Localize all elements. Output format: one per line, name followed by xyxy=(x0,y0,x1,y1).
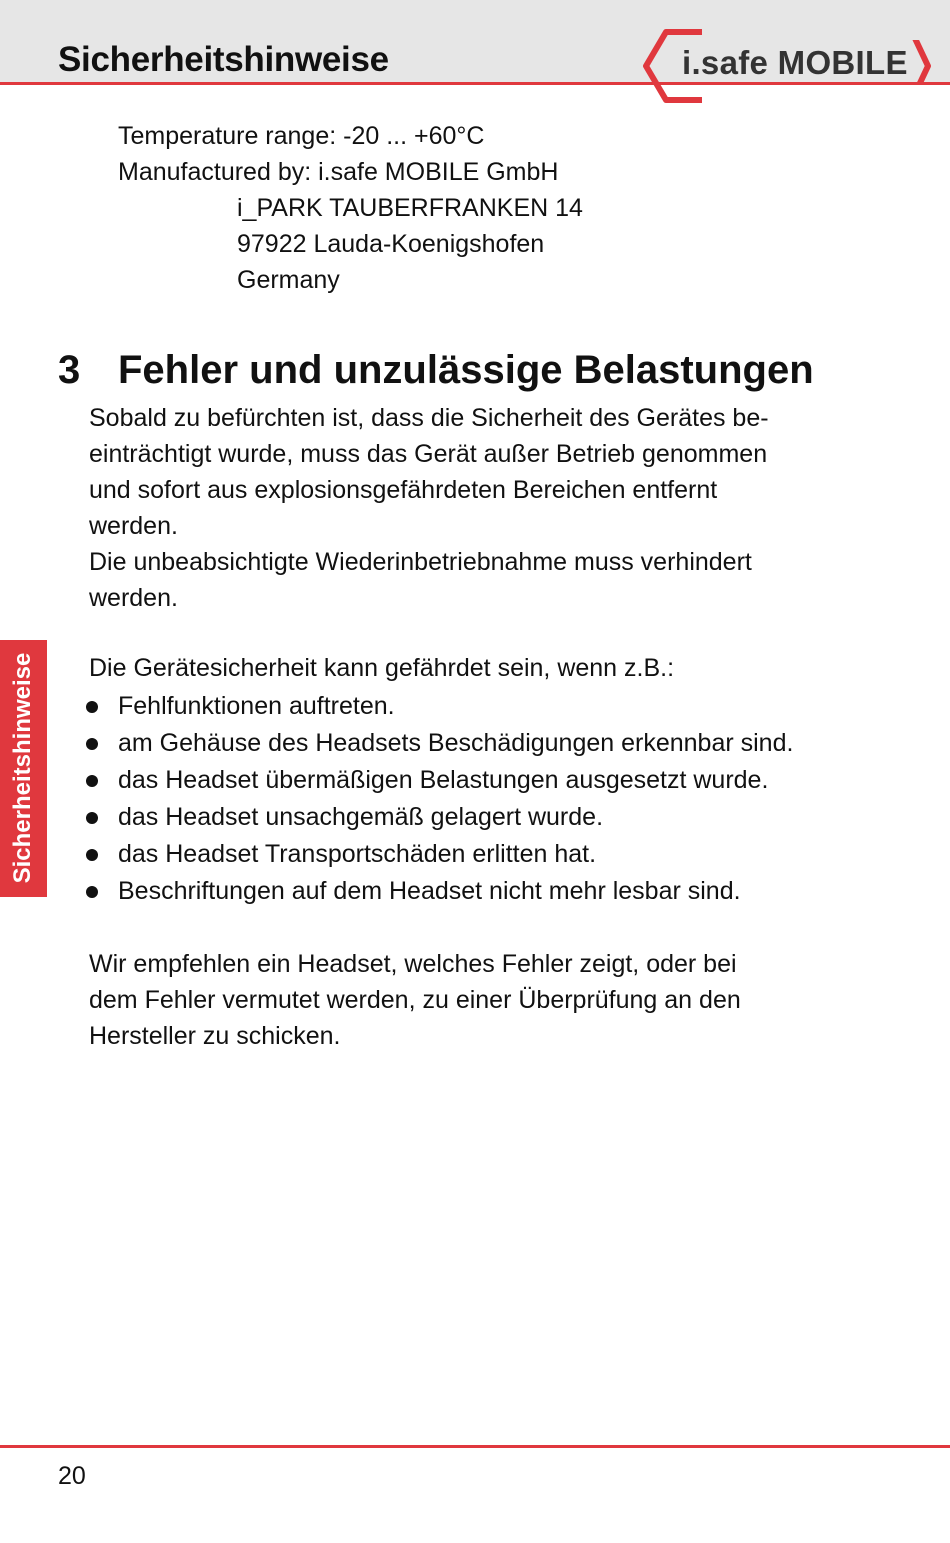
logo-text: i.safe MOBILE xyxy=(682,44,908,81)
paragraph-line: Die unbeabsichtigte Wiederinbetriebnahme muss verhindert xyxy=(89,548,752,576)
bullet-icon xyxy=(86,775,98,787)
paragraph-safety xyxy=(89,400,849,616)
page-number: 20 xyxy=(58,1462,86,1490)
recommendation-paragraph xyxy=(89,946,849,1054)
section-number: 3 xyxy=(58,348,81,392)
paragraph-line: dem Fehler vermutet werden, zu einer Überprüfung an den xyxy=(89,986,741,1014)
manufacturer: Manufactured by: i.safe MOBILE GmbH xyxy=(118,158,559,186)
list-item: Beschriftungen auf dem Headset nicht mehr lesbar sind. xyxy=(84,873,793,910)
section-title-text: Fehler und unzulässige Belastungen xyxy=(118,348,814,392)
paragraph-line: Hersteller zu schicken. xyxy=(89,1022,341,1050)
paragraph-line: und sofort aus explosionsgefährdeten Bereichen entfernt xyxy=(89,476,718,504)
paragraph-line: einträchtigt wurde, muss das Gerät außer Betrieb genommen xyxy=(89,440,768,468)
paragraph-line: werden. xyxy=(89,584,178,612)
list-item: das Headset unsachgemäß gelagert wurde. xyxy=(84,799,793,836)
bullet-icon xyxy=(86,849,98,861)
section-heading xyxy=(58,348,814,393)
bullet-icon xyxy=(86,738,98,750)
bullet-icon xyxy=(86,701,98,713)
footer-divider xyxy=(0,1445,950,1448)
header-divider xyxy=(0,82,950,85)
bullets-intro: Die Gerätesicherheit kann gefährdet sein, wenn z.B.: xyxy=(89,654,675,682)
bullet-icon xyxy=(86,886,98,898)
side-chapter-tab xyxy=(0,640,47,897)
address-line-2: 97922 Lauda-Koenigshofen xyxy=(237,230,545,258)
list-item: am Gehäuse des Headsets Beschädigungen erkennbar sind. xyxy=(84,725,793,762)
paragraph-line: Wir empfehlen ein Headset, welches Fehler zeigt, oder bei xyxy=(89,950,737,978)
address-line-3: Germany xyxy=(237,266,340,294)
list-item: das Headset übermäßigen Belastungen ausgesetzt wurde. xyxy=(84,762,793,799)
page-header xyxy=(0,0,950,84)
bullet-icon xyxy=(86,812,98,824)
address-line-1: i_PARK TAUBERFRANKEN 14 xyxy=(237,194,583,222)
header-title: Sicherheitshinweise xyxy=(58,40,389,79)
brand-logo xyxy=(642,28,932,104)
paragraph-line: Sobald zu befürchten ist, dass die Sicherheit des Gerätes be- xyxy=(89,404,769,432)
list-item: das Headset Transportschäden erlitten hat. xyxy=(84,836,793,873)
side-tab-label: Sicherheitshinweise xyxy=(9,652,36,884)
paragraph-line: werden. xyxy=(89,512,178,540)
temperature-range: Temperature range: -20 ... +60°C xyxy=(118,122,485,150)
list-item: Fehlfunktionen auftreten. xyxy=(84,688,793,725)
bullet-list xyxy=(84,688,793,910)
